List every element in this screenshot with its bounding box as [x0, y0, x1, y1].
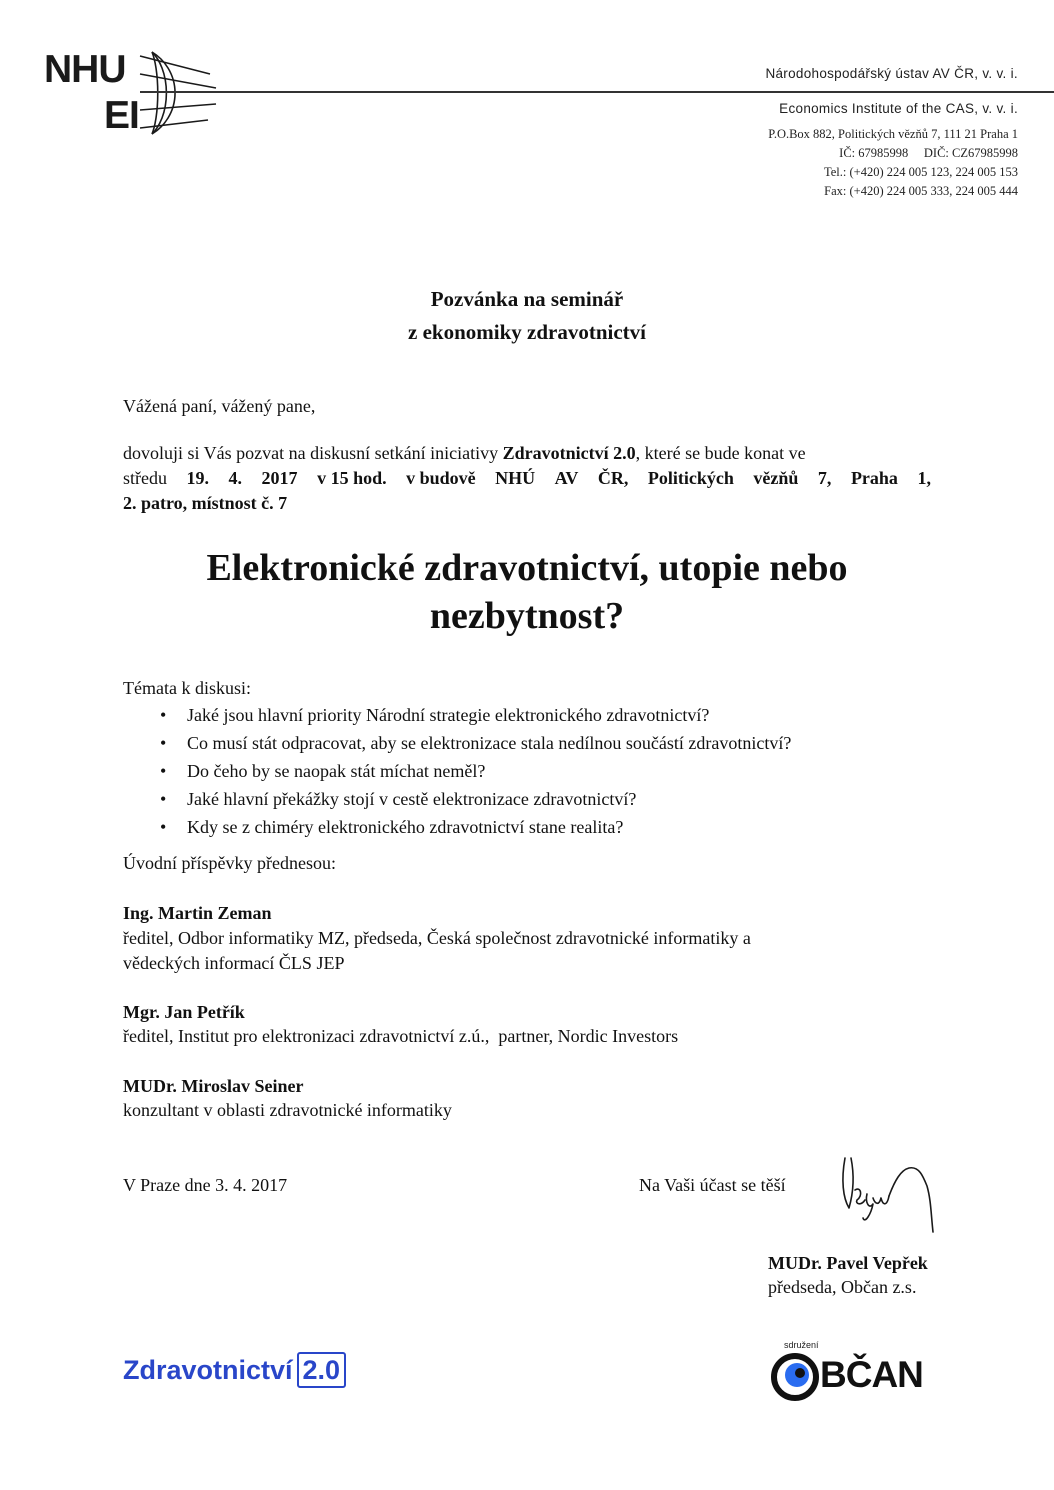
intro-line-1: [123, 443, 931, 464]
intro-line-2: [123, 468, 931, 489]
institute-tel: Tel.: (+420) 224 005 123, 224 005 153: [823, 165, 1018, 179]
event-place-word: Politických: [647, 468, 734, 488]
topic-item: [160, 817, 623, 838]
intro-line-3: [123, 493, 287, 514]
bullet-icon: •: [160, 705, 167, 725]
event-place-word: vězňů: [753, 468, 799, 488]
event-place-word: v budově: [406, 468, 476, 488]
event-place-word: Praha: [850, 468, 898, 488]
zdravotnictvi-logo-version: 2.0: [297, 1352, 347, 1388]
speaker-name: [123, 1076, 303, 1097]
obcan-logo: [770, 1340, 940, 1402]
zdravotnictvi-logo: [123, 1352, 346, 1388]
intro-word: středu: [123, 468, 167, 488]
event-place-word: 1,: [917, 468, 931, 488]
topic-text: Co musí stát odpracovat, aby se elektronizace stala nedílnou součástí zdravotnictví?: [187, 733, 792, 753]
closing-line: Na Vaši účast se těší: [639, 1175, 786, 1195]
topic-text: Do čeho by se naopak stát míchat neměl?: [187, 761, 486, 781]
event-place-word: ČR,: [597, 468, 629, 488]
signature-image: [835, 1150, 940, 1235]
event-place-word: AV: [554, 468, 579, 488]
obcan-logo-text: BČAN: [820, 1354, 923, 1395]
bullet-icon: •: [160, 817, 167, 837]
invitation-title: Pozvánka na seminář: [430, 287, 624, 311]
speaker-name: [123, 1002, 245, 1023]
seminar-headline: Elektronické zdravotnictví, utopie nebo: [206, 547, 848, 589]
speaker-name-text: Ing. Martin Zeman: [123, 903, 272, 923]
intro-end: , které se bude konat ve: [635, 443, 806, 463]
topic-text: Jaké jsou hlavní priority Národní strategie elektronického zdravotnictví?: [187, 705, 710, 725]
initiative-name: Zdravotnictví 2.0: [502, 443, 636, 463]
institute-name-cz: Národohospodářský ústav AV ČR, v. v. i.: [765, 66, 1018, 81]
event-date-year: 2017: [261, 468, 298, 488]
institute-name-en: Economics Institute of the CAS, v. v. i.: [779, 101, 1018, 116]
signer-role: předseda, Občan z.s.: [768, 1277, 917, 1297]
zdravotnictvi-logo-text: Zdravotnictví: [123, 1355, 293, 1385]
speaker-role: konzultant v oblasti zdravotnické informatiky: [123, 1100, 452, 1120]
topics-label: Témata k diskusi:: [123, 678, 251, 698]
intro-start: dovoluji si Vás pozvat na diskusní setkání iniciativy: [123, 443, 503, 463]
seminar-headline-2: nezbytnost?: [429, 595, 625, 637]
topic-text: Kdy se z chiméry elektronického zdravotnictví stane realita?: [187, 817, 624, 837]
event-place-word: NHÚ: [495, 468, 536, 488]
topic-text: Jaké hlavní překážky stojí v cestě elektronizace zdravotnictví?: [187, 789, 637, 809]
bullet-icon: •: [160, 733, 167, 753]
speaker-name-text: Mgr. Jan Petřík: [123, 1002, 245, 1022]
event-date-day: 19.: [186, 468, 210, 488]
header-rule: [140, 91, 1054, 93]
topic-item: [160, 761, 485, 782]
topic-item: [160, 789, 636, 810]
signer-name: [768, 1253, 928, 1274]
logo-nhu-text: NHU: [44, 48, 126, 91]
event-date-month: 4.: [228, 468, 243, 488]
institute-fax: Fax: (+420) 224 005 333, 224 005 444: [824, 184, 1018, 198]
institute-address: P.O.Box 882, Politických vězňů 7, 111 21 Praha 1: [768, 127, 1018, 141]
obcan-logo-small-text: sdružení: [784, 1340, 819, 1350]
intro-line-1-text: [123, 443, 806, 464]
speaker-name: [123, 903, 272, 924]
speaker-role: ředitel, Institut pro elektronizaci zdravotnictví z.ú., partner, Nordic Investors: [123, 1026, 679, 1046]
event-room: 2. patro, místnost č. 7: [123, 493, 288, 513]
event-place-word: 7,: [817, 468, 832, 488]
speaker-role-cont: vědeckých informací ČLS JEP: [123, 953, 345, 973]
institute-ids: IČ: 67985998 DIČ: CZ67985998: [839, 146, 1018, 160]
bullet-icon: •: [160, 789, 167, 809]
bullet-icon: •: [160, 761, 167, 781]
topic-item: [160, 733, 791, 754]
speaker-name-text: MUDr. Miroslav Seiner: [123, 1076, 304, 1096]
place-date: V Praze dne 3. 4. 2017: [123, 1175, 288, 1195]
invitation-subtitle: z ekonomiky zdravotnictví: [408, 320, 646, 344]
speaker-role: ředitel, Odbor informatiky MZ, předseda, Česká společnost zdravotnické informatiky a: [123, 928, 751, 948]
logo-ei-text: EI: [104, 94, 139, 137]
salutation: Vážená paní, vážený pane,: [123, 396, 316, 416]
topic-item: [160, 705, 709, 726]
signer-name-text: MUDr. Pavel Vepřek: [768, 1253, 928, 1273]
event-time: v 15 hod.: [317, 468, 387, 488]
speakers-label: Úvodní příspěvky přednesou:: [123, 853, 336, 873]
eye-logo-icon: [770, 1352, 820, 1402]
